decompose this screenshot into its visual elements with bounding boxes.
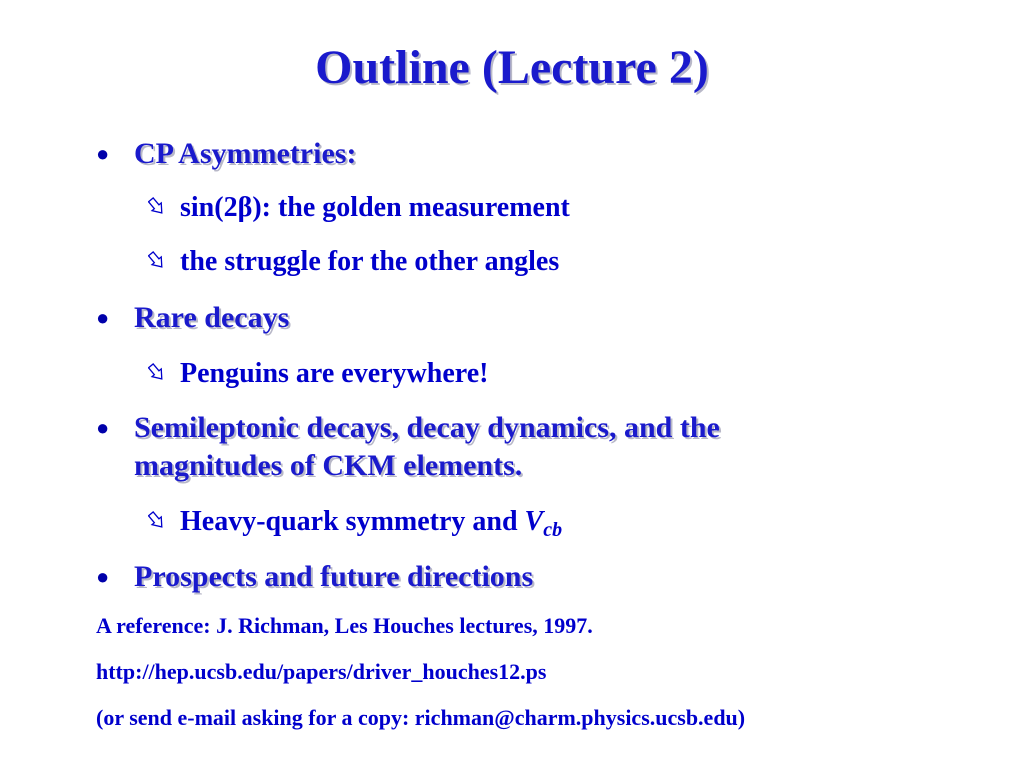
subitem-label: Penguins are everywhere! [180,358,489,389]
bullet-label: Rare decays [134,301,290,334]
reference-line: A reference: J. Richman, Les Houches lectures, 1997. [96,613,593,638]
bullet-label-line1: Semileptonic decays, decay dynamics, and the [134,411,720,444]
bullet-dot-icon: ● [96,305,110,330]
subitem-label-text: Heavy-quark symmetry and [180,506,525,537]
hollow-arrow-icon [148,509,168,531]
hollow-arrow-icon [148,249,168,271]
subitem-label [180,505,562,547]
bullet-dot-icon: ● [96,415,110,440]
slide-title: Outline (Lecture 2) [315,41,709,94]
bullet-label: CP Asymmetries: [134,137,357,170]
hollow-arrow-icon [148,195,168,217]
bullet-label-line2: magnitudes of CKM elements. [134,449,523,482]
reference-url: http://hep.ucsb.edu/papers/driver_houches12.ps [96,659,547,684]
vcb-subscript: cb [543,519,563,541]
hollow-arrow-icon [148,361,168,383]
bullet-label: Prospects and future directions [134,560,534,593]
subitem-label: the struggle for the other angles [180,246,560,277]
reference-email-note: (or send e-mail asking for a copy: richman@charm.physics.ucsb.edu) [96,705,746,730]
bullet-dot-icon: ● [96,564,110,589]
subitem-label: sin(2β): the golden measurement [180,192,570,223]
bullet-dot-icon: ● [96,141,110,166]
vcb-symbol: V [524,506,544,537]
